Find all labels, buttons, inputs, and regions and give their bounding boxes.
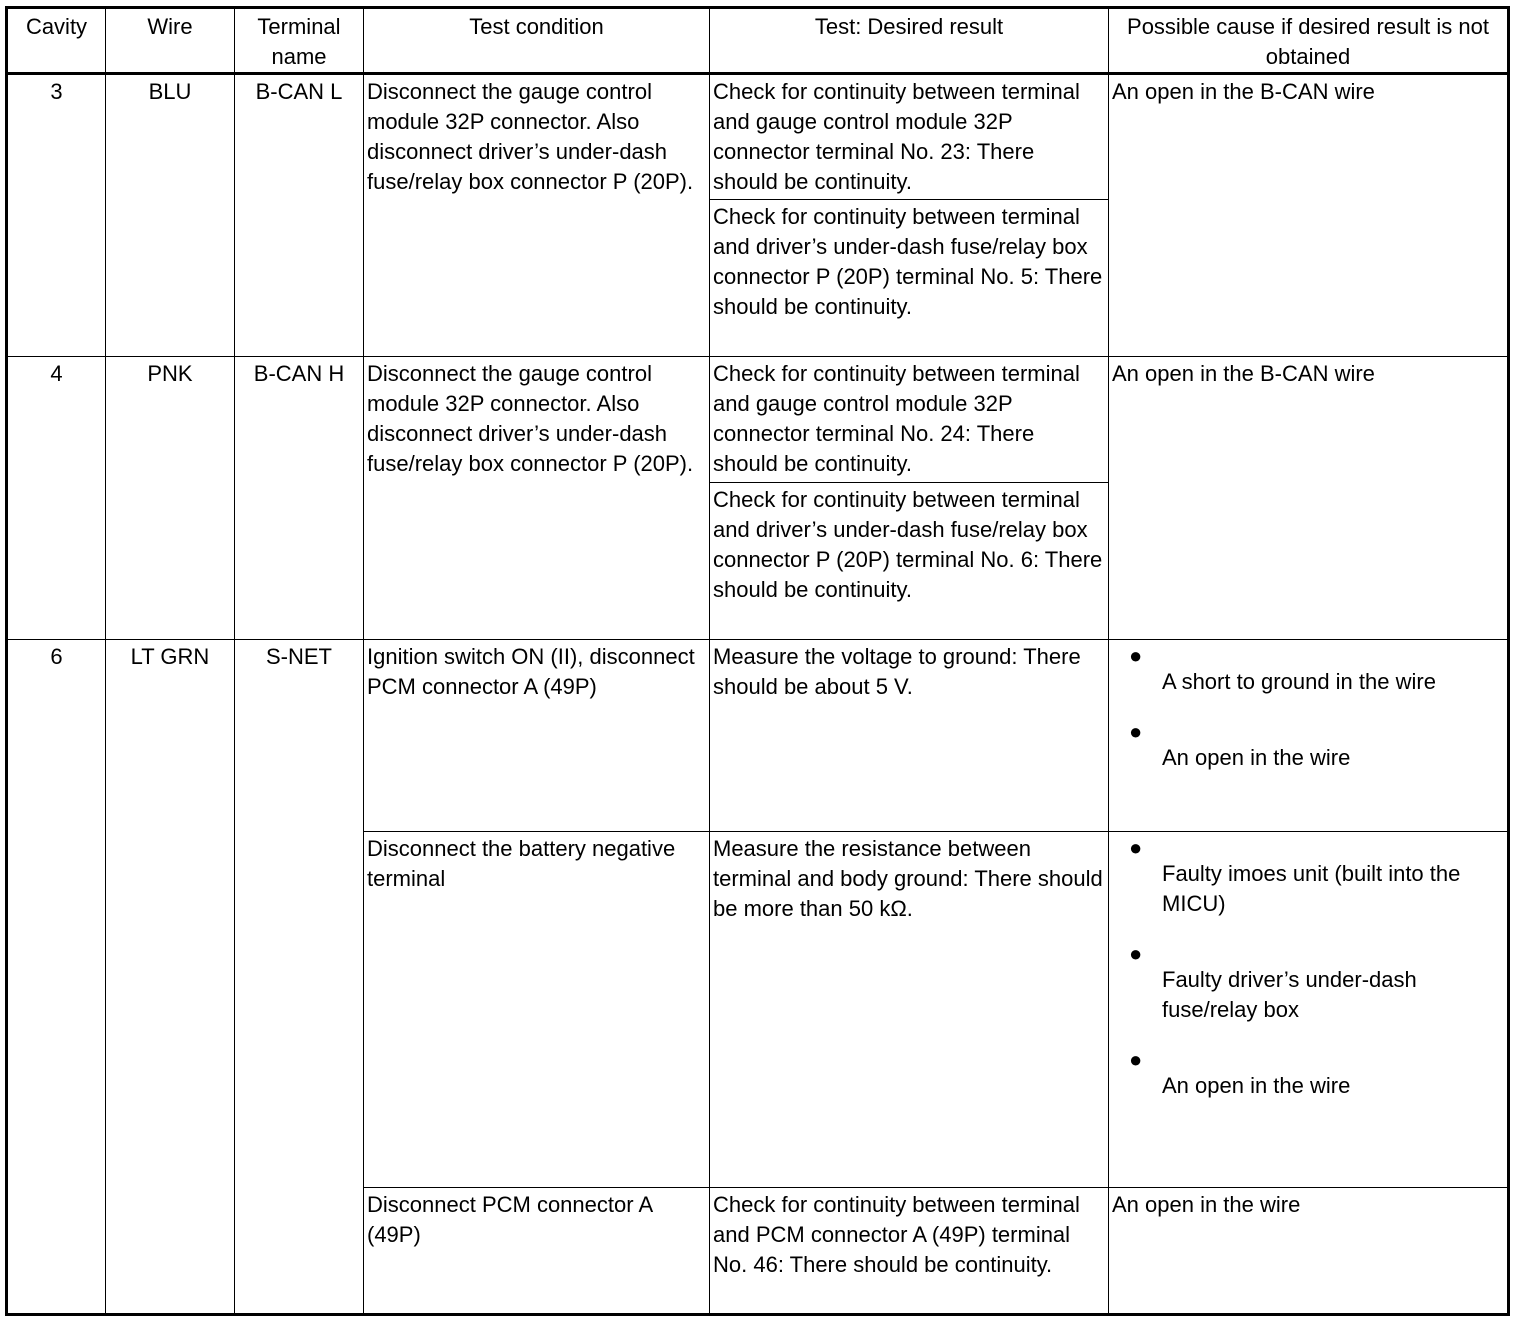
wire-cell: LT GRN — [106, 640, 235, 1315]
cause-text: An open in the wire — [1162, 745, 1351, 770]
possible-cause-cell: An open in the B-CAN wire — [1109, 74, 1509, 357]
desired-result-cell: Check for continuity between terminal and driver’s under-dash fuse/relay box connector P (20P) terminal No. 5: There should be continuity. — [710, 200, 1109, 357]
cause-text: Faulty driver’s under-dash fuse/relay box — [1162, 967, 1417, 1022]
bullet-icon: ● — [1129, 643, 1143, 668]
bullet-icon: ● — [1129, 835, 1143, 860]
test-condition-cell: Disconnect PCM connector A (49P) — [364, 1188, 710, 1315]
cause-text: A short to ground in the wire — [1162, 669, 1436, 694]
possible-cause-cell — [1109, 640, 1509, 832]
desired-result-cell: Check for continuity between terminal and driver’s under-dash fuse/relay box connector P (20P) terminal No. 6: There should be continuity. — [710, 483, 1109, 640]
table-row — [7, 640, 1509, 832]
cause-list-item — [1112, 718, 1504, 773]
possible-cause-cell: An open in the B-CAN wire — [1109, 357, 1509, 640]
cavity-cell: 3 — [7, 74, 106, 357]
desired-result-cell: Measure the voltage to ground: There should be about 5 V. — [710, 640, 1109, 832]
desired-result-cell: Check for continuity between terminal and gauge control module 32P connector terminal No. 24: There should be continuity. — [710, 357, 1109, 483]
test-condition-cell: Disconnect the battery negative terminal — [364, 832, 710, 1188]
header-cavity: Cavity — [7, 8, 106, 74]
cause-text: Faulty imoes unit (built into the MICU) — [1162, 861, 1461, 916]
cause-text: An open in the wire — [1162, 1073, 1351, 1098]
header-wire: Wire — [106, 8, 235, 74]
terminal-name-cell: S-NET — [235, 640, 364, 1315]
desired-result-cell: Check for continuity between terminal and gauge control module 32P connector terminal No. 23: There should be continuity. — [710, 74, 1109, 200]
bullet-icon: ● — [1129, 719, 1143, 744]
bullet-icon: ● — [1129, 1047, 1143, 1072]
possible-cause-cell: An open in the wire — [1109, 1188, 1509, 1315]
desired-result-cell: Check for continuity between terminal and PCM connector A (49P) terminal No. 46: There should be continuity. — [710, 1188, 1109, 1315]
header-test-condition: Test condition — [364, 8, 710, 74]
cause-list-item — [1112, 642, 1504, 697]
possible-cause-cell — [1109, 832, 1509, 1188]
document-page — [5, 6, 1510, 1316]
cavity-cell: 4 — [7, 357, 106, 640]
header-desired-result: Test: Desired result — [710, 8, 1109, 74]
table-row — [7, 357, 1509, 483]
header-possible-cause: Possible cause if desired result is not obtained — [1109, 8, 1509, 74]
table-header-row — [7, 8, 1509, 74]
cavity-cell: 6 — [7, 640, 106, 1315]
test-condition-cell: Disconnect the gauge control module 32P connector. Also disconnect driver’s under-dash fuse/relay box connector P (20P). — [364, 357, 710, 640]
cause-list-item — [1112, 940, 1504, 1025]
table-row — [7, 74, 1509, 200]
wire-cell: PNK — [106, 357, 235, 640]
wire-cell: BLU — [106, 74, 235, 357]
wiring-test-table — [5, 6, 1510, 1316]
terminal-name-cell: B-CAN L — [235, 74, 364, 357]
desired-result-cell: Measure the resistance between terminal and body ground: There should be more than 50 kΩ. — [710, 832, 1109, 1188]
cause-list-item — [1112, 834, 1504, 919]
terminal-name-cell: B-CAN H — [235, 357, 364, 640]
bullet-icon: ● — [1129, 941, 1143, 966]
header-terminal-name: Terminal name — [235, 8, 364, 74]
test-condition-cell: Disconnect the gauge control module 32P connector. Also disconnect driver’s under-dash fuse/relay box connector P (20P). — [364, 74, 710, 357]
test-condition-cell: Ignition switch ON (II), disconnect PCM connector A (49P) — [364, 640, 710, 832]
cause-list-item — [1112, 1046, 1504, 1101]
